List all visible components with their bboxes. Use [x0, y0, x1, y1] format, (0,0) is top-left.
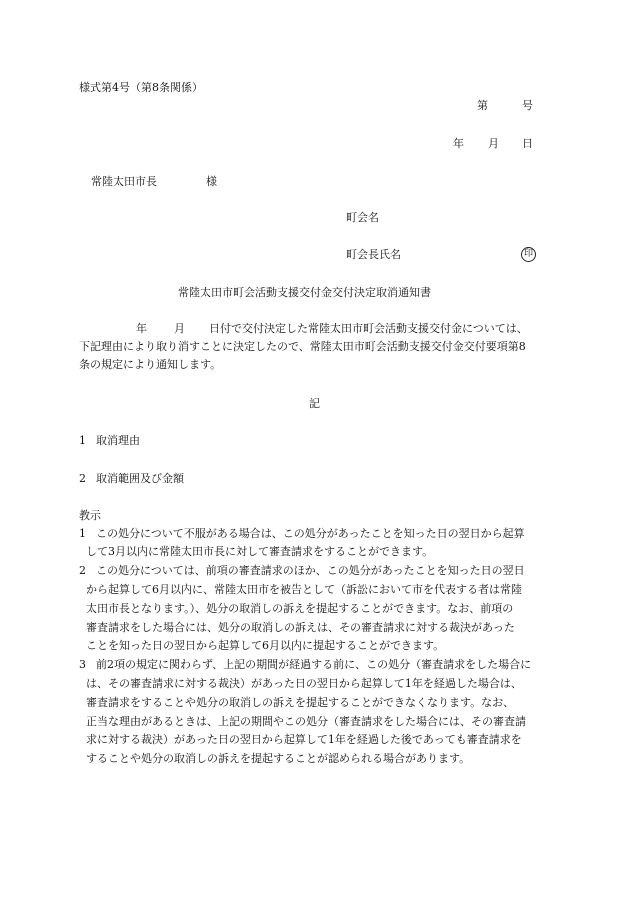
- notice-2-line: 審査請求をした場合には、処分の取消しの訴えは、その審査請求に対する裁決があった: [86, 621, 515, 634]
- item-1-number: 1: [79, 434, 86, 447]
- notice-3-line: 審査請求をすることや処分の取消しの訴えを提起することができなくなります。なお、: [86, 696, 515, 709]
- notice-3-line: は、その審査請求に対する裁決）があった日の翌日から起算して1年を経過した場合は、: [86, 677, 522, 690]
- date-day: 日: [522, 137, 533, 150]
- item-1-label: 取消理由: [96, 434, 140, 447]
- item-2-label: 取消範囲及び金額: [96, 472, 184, 485]
- document-number-suffix: 号: [522, 99, 533, 112]
- notice-heading: 教示: [79, 509, 101, 522]
- association-name-label: 町会名: [346, 211, 379, 224]
- form-label: 様式第4号（第8条関係）: [79, 81, 203, 94]
- body-month: 月: [174, 322, 185, 335]
- notice-3-line: することや処分の取消しの訴えを提起することが認められる場合があります。: [86, 752, 471, 765]
- notice-3-line: 求に対する裁決）があった日の翌日から起算して1年を経過した後であっても審査請求を: [86, 733, 522, 746]
- notice-2-number: 2: [79, 564, 86, 577]
- body-line-1: 日付で交付決定した常陸太田市町会活動支援交付金については、: [209, 322, 528, 335]
- document-number-prefix: 第: [477, 99, 488, 112]
- body-line-2: 下記理由により取り消すことに決定したので、常陸太田市町会活動支援交付金交付要項第8: [79, 340, 526, 353]
- notice-2-line: この処分については、前項の審査請求のほか、この処分があったことを知った日の翌日: [96, 564, 525, 577]
- notice-3-line: 正当な理由があるときは、上記の期間やこの処分（審査請求をした場合には、その審査請: [86, 715, 526, 728]
- notice-1-number: 1: [79, 527, 86, 540]
- notice-1-line: して3月以内に常陸太田市長に対して審査請求をすることができます。: [86, 545, 434, 558]
- notice-2-line: ことを知った日の翌日から起算して6月以内に提起することができます。: [86, 639, 445, 652]
- notice-3-line: 前2項の規定に関わらず、上記の期間が経過する前に、この処分（審査請求をした場合に: [96, 658, 532, 671]
- notice-1-line: この処分について不服がある場合は、この処分があったことを知った日の翌日から起算: [96, 527, 525, 540]
- body-year: 年: [136, 322, 147, 335]
- addressee-name: 常陸太田市長: [91, 175, 157, 188]
- notice-2-line: から起算して6月以内に、常陸太田市を被告として（訴訟において市を代表する者は常陸: [86, 583, 522, 596]
- document-title: 常陸太田市町会活動支援交付金交付決定取消通知書: [178, 286, 431, 299]
- association-head-label: 町会長氏名: [346, 248, 401, 261]
- date-year: 年: [453, 137, 464, 150]
- ki-heading: 記: [309, 397, 320, 410]
- notice-3-number: 3: [79, 658, 86, 671]
- seal-mark: 印: [521, 247, 536, 262]
- item-2-number: 2: [79, 472, 86, 485]
- addressee-honorific: 様: [206, 175, 217, 188]
- date-month: 月: [488, 137, 499, 150]
- body-line-3: 条の規定により通知します。: [79, 358, 222, 371]
- notice-2-line: 太田市長となります。）、処分の取消しの訴えを提起することができます。なお、前項の: [86, 602, 514, 615]
